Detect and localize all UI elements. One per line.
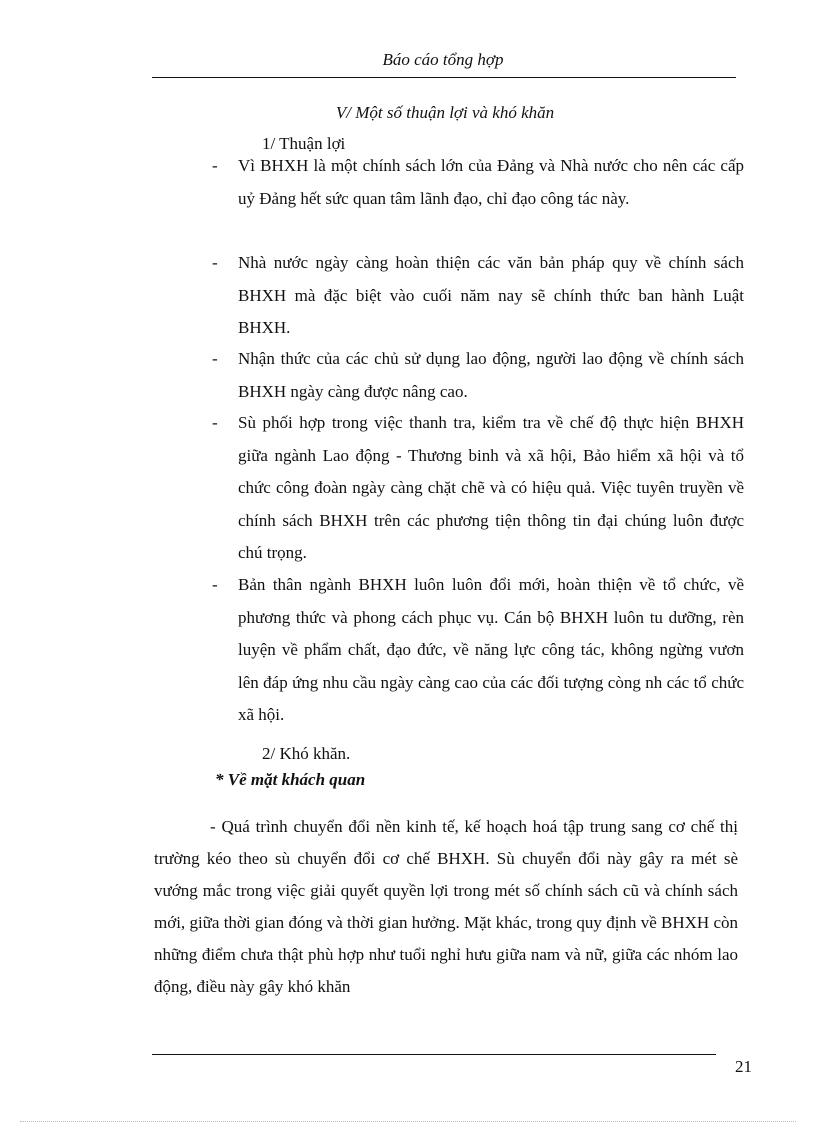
advantage-text: Nhà nước ngày càng hoàn thiện các văn bản pháp quy về chính sách BHXH mà đặc biệt vào cuối năm nay sẽ chính thức ban hành Luật BHXH. [238, 253, 744, 337]
advantage-text: Bản thân ngành BHXH luôn luôn đổi mới, hoàn thiện về tổ chức, về phương thức và phong cách phục vụ. Cán bộ BHXH luôn tu dưỡng, rèn luyện về phẩm chất, đạo đức, về năng lực công tác, không ngừng vươn lên đáp ứng nhu cầu ngày càng cao của các đối tượng còng nh các tổ chức xã hội. [238, 575, 744, 724]
bullet-dash: - [212, 253, 218, 272]
objective-subheading: * Về mặt khách quan [215, 770, 366, 789]
header-rule [152, 77, 736, 78]
page-header-title: Báo cáo tổng hợp [382, 50, 504, 69]
section-title: V/ Một số thuận lợi và khó khăn [335, 103, 555, 122]
difficulties-paragraph-text: - Quá trình chuyển đổi nền kinh tế, kế hoạch hoá tập trung sang cơ chế thị trường kéo theo sù chuyển đổi cơ chế BHXH. Sù chuyển đổi này gây ra mét sè vướng mắc trong việc giải quyết quyền lợi trong mét số chính sách cũ và chính sách mới, giữa thời gian đóng và thời gian hưởng. Mặt khác, trong quy định về BHXH còn những điểm chưa thật phù hợp như tuổi nghỉ hưu giữa nam và nữ, giữa các nhóm lao động, điều này gây khó khăn [154, 817, 738, 996]
bullet-dash: - [212, 575, 218, 594]
advantages-heading: 1/ Thuận lợi [262, 134, 346, 153]
advantage-text: Sù phối hợp trong việc thanh tra, kiểm tra về chế độ thực hiện BHXH giữa ngành Lao động - Thương binh và xã hội, Bảo hiểm xã hội và tổ chức công đoàn ngày càng chặt chẽ và có hiệu quả. Việc tuyên truyền về chính sách BHXH trên các phương tiện thông tin đại chúng luôn được chú trọng. [238, 413, 744, 562]
footer-rule [152, 1054, 716, 1055]
bullet-dash: - [212, 156, 218, 175]
difficulties-heading: 2/ Khó khăn. [262, 744, 351, 763]
difficulties-paragraph [154, 811, 738, 1003]
advantage-text: Nhận thức của các chủ sử dụng lao động, người lao động về chính sách BHXH ngày càng được nâng cao. [238, 349, 744, 401]
bullet-dash: - [212, 349, 218, 368]
bullet-dash: - [212, 413, 218, 432]
page-number: 21 [735, 1057, 752, 1076]
page-boundary [20, 1121, 796, 1122]
advantage-text: Vì BHXH là một chính sách lớn của Đảng và Nhà nước cho nên các cấp uỷ Đảng hết sức quan tâm lãnh đạo, chỉ đạo công tác này. [238, 156, 744, 208]
